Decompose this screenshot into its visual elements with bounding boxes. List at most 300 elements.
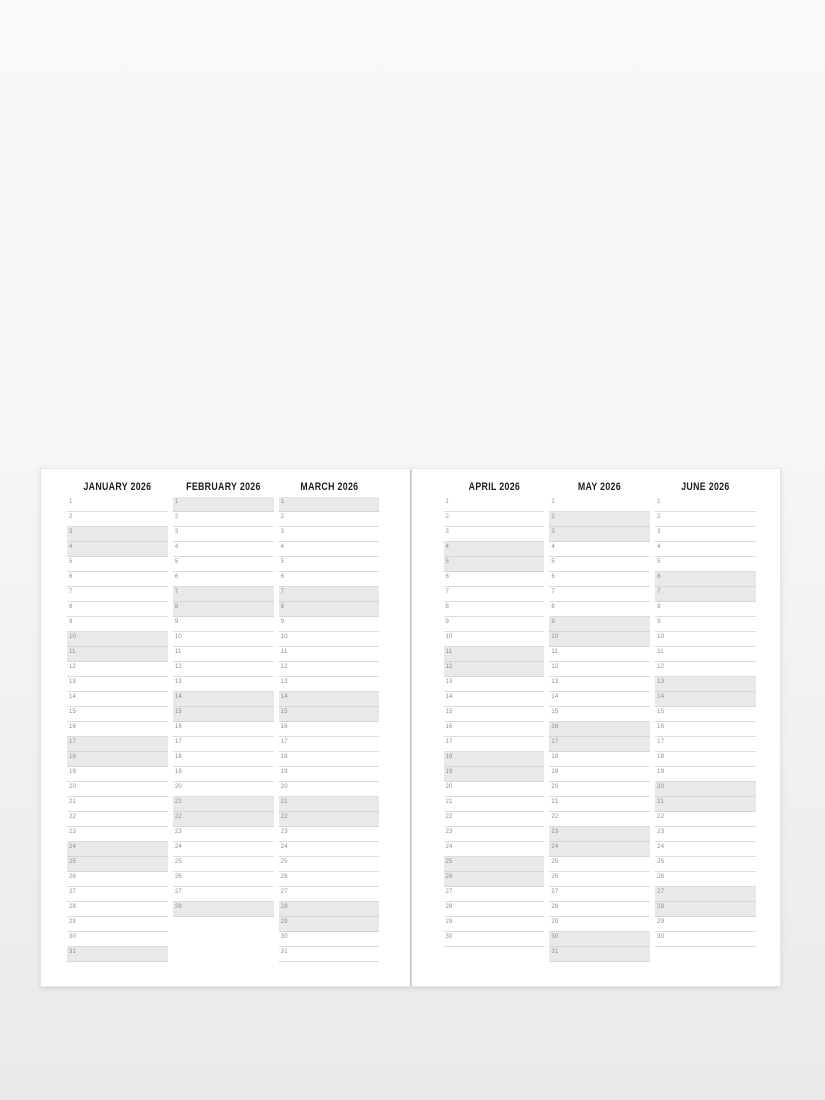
day-number: 6 [69, 574, 73, 580]
day-number: 22 [657, 814, 665, 820]
day-number: 23 [69, 829, 77, 835]
day-row [444, 917, 545, 932]
day-number: 1 [445, 499, 450, 505]
day-row [279, 812, 380, 827]
day-row [67, 947, 168, 962]
day-number: 31 [551, 949, 559, 955]
day-row [279, 512, 380, 527]
day-number: 16 [551, 724, 559, 730]
day-row [173, 632, 274, 647]
day-number: 28 [445, 904, 453, 910]
day-number: 19 [657, 769, 665, 775]
day-row [549, 752, 650, 767]
page-left [41, 469, 411, 986]
day-number: 5 [551, 559, 555, 565]
day-row [655, 512, 756, 527]
day-number: 15 [657, 709, 665, 715]
day-row [655, 812, 756, 827]
month-column-february-2026 [173, 482, 274, 962]
day-number: 17 [280, 739, 288, 745]
month-column-may-2026 [549, 482, 650, 962]
day-number: 8 [551, 604, 555, 610]
day-row [444, 572, 545, 587]
day-row [549, 797, 650, 812]
day-number: 10 [280, 634, 288, 640]
day-row [67, 917, 168, 932]
day-number: 27 [657, 889, 665, 895]
day-number: 20 [280, 784, 288, 790]
day-number: 1 [280, 499, 285, 505]
day-row [67, 632, 168, 647]
day-row [279, 677, 380, 692]
day-number: 21 [551, 799, 559, 805]
day-row [279, 497, 380, 512]
day-row [279, 797, 380, 812]
day-row [444, 542, 545, 557]
day-number: 12 [69, 664, 77, 670]
day-row [655, 722, 756, 737]
day-number: 17 [445, 739, 453, 745]
day-number: 29 [69, 919, 77, 925]
day-number: 19 [551, 769, 559, 775]
day-number: 4 [445, 544, 450, 550]
day-row [173, 647, 274, 662]
day-row [279, 947, 380, 962]
day-number: 2 [174, 514, 179, 520]
day-row [173, 527, 274, 542]
day-number: 6 [445, 574, 450, 580]
day-number: 11 [69, 649, 76, 655]
day-row [279, 932, 380, 947]
day-number: 4 [551, 544, 555, 550]
day-number: 25 [445, 859, 453, 865]
day-row [655, 797, 756, 812]
day-number: 16 [174, 724, 182, 730]
day-row [444, 557, 545, 572]
day-number: 30 [657, 934, 665, 940]
day-row [444, 827, 545, 842]
day-row [444, 662, 545, 677]
day-number: 7 [174, 589, 179, 595]
day-row [444, 707, 545, 722]
day-row [279, 842, 380, 857]
day-number: 19 [69, 769, 77, 775]
day-row [655, 647, 756, 662]
day-number: 30 [445, 934, 453, 940]
day-number: 3 [551, 529, 555, 535]
day-row [279, 647, 380, 662]
day-row [279, 587, 380, 602]
day-number: 24 [280, 844, 288, 850]
day-row [549, 602, 650, 617]
month-title: JANUARY 2026 [83, 481, 152, 493]
day-number: 5 [445, 559, 450, 565]
day-row [444, 647, 545, 662]
day-row [549, 647, 650, 662]
day-number: 9 [445, 619, 450, 625]
day-number: 2 [69, 514, 73, 520]
day-number: 22 [551, 814, 559, 820]
day-number: 14 [174, 694, 182, 700]
day-number: 13 [280, 679, 288, 685]
day-number: 26 [69, 874, 77, 880]
day-number: 14 [445, 694, 453, 700]
month-column-march-2026 [279, 482, 380, 962]
day-number: 8 [174, 604, 179, 610]
day-number: 9 [69, 619, 73, 625]
day-row [655, 737, 756, 752]
day-row [549, 812, 650, 827]
day-number: 5 [280, 559, 285, 565]
day-number: 11 [657, 649, 664, 655]
day-number: 4 [280, 544, 285, 550]
day-row [549, 947, 650, 962]
day-number: 30 [551, 934, 559, 940]
day-row [655, 902, 756, 917]
month-title: MAY 2026 [578, 481, 622, 493]
day-number: 10 [657, 634, 665, 640]
month-column-april-2026 [444, 482, 545, 962]
day-row [67, 617, 168, 632]
day-number: 10 [69, 634, 77, 640]
day-row [549, 737, 650, 752]
day-number: 27 [174, 889, 182, 895]
day-row [655, 677, 756, 692]
day-row [549, 827, 650, 842]
day-number: 1 [551, 499, 555, 505]
day-number: 25 [174, 859, 182, 865]
day-row [173, 707, 274, 722]
day-number: 20 [657, 784, 665, 790]
day-number: 15 [445, 709, 453, 715]
day-number: 20 [445, 784, 453, 790]
day-number: 25 [657, 859, 665, 865]
day-row [549, 782, 650, 797]
day-number: 26 [280, 874, 288, 880]
day-row [655, 692, 756, 707]
day-row [549, 662, 650, 677]
day-number: 2 [657, 514, 661, 520]
day-number: 6 [657, 574, 661, 580]
day-row [173, 902, 274, 917]
day-row [173, 737, 274, 752]
day-row [655, 842, 756, 857]
day-row [279, 692, 380, 707]
day-number: 26 [551, 874, 559, 880]
day-number: 7 [445, 589, 450, 595]
day-row [655, 542, 756, 557]
day-number: 26 [657, 874, 665, 880]
day-row [549, 887, 650, 902]
day-row [279, 782, 380, 797]
day-row [279, 602, 380, 617]
day-number: 22 [174, 814, 182, 820]
day-number: 4 [174, 544, 179, 550]
day-row [67, 572, 168, 587]
day-row [173, 797, 274, 812]
day-number: 24 [69, 844, 77, 850]
day-number: 11 [551, 649, 558, 655]
day-number: 21 [657, 799, 665, 805]
day-row [67, 647, 168, 662]
day-row [67, 827, 168, 842]
right-page-columns [444, 482, 757, 962]
day-row [655, 782, 756, 797]
day-row [279, 767, 380, 782]
day-row [173, 602, 274, 617]
day-row [655, 917, 756, 932]
day-number: 21 [69, 799, 77, 805]
day-row [549, 902, 650, 917]
day-row [67, 737, 168, 752]
day-row [67, 527, 168, 542]
day-number: 5 [174, 559, 179, 565]
day-row [67, 497, 168, 512]
day-number: 1 [174, 499, 179, 505]
day-number: 4 [657, 544, 661, 550]
day-number: 25 [280, 859, 288, 865]
day-row [279, 632, 380, 647]
day-number: 29 [445, 919, 453, 925]
day-row [444, 737, 545, 752]
day-row [67, 767, 168, 782]
day-row [67, 542, 168, 557]
month-title: JUNE 2026 [681, 481, 730, 493]
day-row [444, 782, 545, 797]
month-column-january-2026 [67, 482, 168, 962]
day-number: 15 [174, 709, 182, 715]
day-number: 6 [174, 574, 179, 580]
day-row [444, 602, 545, 617]
day-row [549, 632, 650, 647]
day-number: 27 [551, 889, 559, 895]
day-number: 27 [280, 889, 288, 895]
day-row [279, 887, 380, 902]
day-row [67, 602, 168, 617]
day-number: 14 [657, 694, 665, 700]
day-number: 23 [174, 829, 182, 835]
day-number: 30 [280, 934, 288, 940]
day-number: 31 [69, 949, 77, 955]
day-row [444, 512, 545, 527]
day-row [549, 587, 650, 602]
day-row [655, 707, 756, 722]
day-row [444, 857, 545, 872]
day-row [655, 527, 756, 542]
day-row [279, 662, 380, 677]
day-number: 17 [551, 739, 559, 745]
day-number: 7 [69, 589, 73, 595]
day-number: 23 [551, 829, 559, 835]
day-row [549, 542, 650, 557]
day-number: 15 [280, 709, 288, 715]
day-row [655, 632, 756, 647]
day-number: 9 [657, 619, 661, 625]
day-row [279, 827, 380, 842]
day-row [549, 932, 650, 947]
day-number: 9 [551, 619, 555, 625]
day-number: 25 [69, 859, 77, 865]
day-row [655, 617, 756, 632]
day-row [444, 632, 545, 647]
day-number: 1 [69, 499, 73, 505]
day-number: 18 [657, 754, 665, 760]
month-title: APRIL 2026 [468, 481, 520, 493]
day-row [279, 857, 380, 872]
day-row [655, 857, 756, 872]
day-row [173, 497, 274, 512]
day-number: 17 [657, 739, 665, 745]
day-row [549, 872, 650, 887]
month-column-june-2026 [655, 482, 756, 962]
day-row [655, 932, 756, 947]
day-number: 14 [280, 694, 288, 700]
day-row [173, 782, 274, 797]
day-row [279, 902, 380, 917]
day-number: 31 [280, 949, 288, 955]
day-number: 3 [69, 529, 73, 535]
day-number: 27 [445, 889, 453, 895]
day-number: 22 [280, 814, 288, 820]
day-row [279, 557, 380, 572]
day-row [67, 812, 168, 827]
day-row [173, 692, 274, 707]
day-row [67, 797, 168, 812]
day-row [549, 917, 650, 932]
day-number: 13 [445, 679, 453, 685]
day-number: 17 [69, 739, 77, 745]
day-number: 13 [69, 679, 77, 685]
day-row [67, 722, 168, 737]
diary-spread [40, 468, 781, 987]
day-number: 23 [445, 829, 453, 835]
day-number: 28 [280, 904, 288, 910]
day-number: 22 [445, 814, 453, 820]
day-row [67, 752, 168, 767]
left-page-columns [67, 482, 380, 962]
day-row [444, 797, 545, 812]
day-number: 5 [657, 559, 661, 565]
day-row [444, 617, 545, 632]
day-row [67, 872, 168, 887]
day-row [67, 707, 168, 722]
day-number: 29 [280, 919, 288, 925]
day-row [444, 902, 545, 917]
day-number: 21 [280, 799, 288, 805]
day-number: 14 [551, 694, 559, 700]
day-number: 2 [445, 514, 450, 520]
day-row [444, 677, 545, 692]
day-row [173, 812, 274, 827]
day-number: 20 [174, 784, 182, 790]
day-number: 24 [657, 844, 665, 850]
day-number: 13 [657, 679, 665, 685]
day-row [655, 767, 756, 782]
day-row [549, 677, 650, 692]
day-number: 26 [174, 874, 182, 880]
day-number: 11 [174, 649, 182, 655]
day-row [549, 617, 650, 632]
day-number: 14 [69, 694, 77, 700]
day-number: 12 [280, 664, 288, 670]
day-number: 18 [551, 754, 559, 760]
day-row [173, 662, 274, 677]
day-number: 5 [69, 559, 73, 565]
month-title: MARCH 2026 [300, 481, 359, 493]
day-number: 18 [445, 754, 453, 760]
day-row [444, 812, 545, 827]
day-row [173, 677, 274, 692]
day-row [549, 767, 650, 782]
day-row [173, 542, 274, 557]
day-number: 6 [280, 574, 285, 580]
day-row [655, 872, 756, 887]
day-number: 11 [280, 649, 288, 655]
day-row [279, 527, 380, 542]
day-number: 3 [657, 529, 661, 535]
day-row [444, 767, 545, 782]
day-row [655, 662, 756, 677]
day-number: 30 [69, 934, 77, 940]
day-number: 7 [280, 589, 285, 595]
day-number: 3 [280, 529, 285, 535]
day-number: 29 [657, 919, 665, 925]
day-number: 10 [445, 634, 453, 640]
day-number: 17 [174, 739, 182, 745]
day-number: 15 [69, 709, 77, 715]
day-number: 13 [174, 679, 182, 685]
day-row [173, 572, 274, 587]
day-row [655, 497, 756, 512]
day-number: 16 [445, 724, 453, 730]
day-number: 18 [174, 754, 182, 760]
day-number: 24 [445, 844, 453, 850]
day-number: 8 [657, 604, 661, 610]
day-row [67, 587, 168, 602]
month-title: FEBRUARY 2026 [185, 481, 261, 493]
day-number: 15 [551, 709, 559, 715]
day-row [279, 917, 380, 932]
day-row [67, 677, 168, 692]
day-row [67, 857, 168, 872]
day-row [444, 692, 545, 707]
day-row [549, 512, 650, 527]
day-number: 8 [69, 604, 73, 610]
day-row [444, 872, 545, 887]
day-number: 28 [174, 904, 182, 910]
day-row [279, 572, 380, 587]
day-row [444, 752, 545, 767]
day-row [67, 512, 168, 527]
day-number: 12 [551, 664, 559, 670]
day-number: 2 [280, 514, 285, 520]
day-row [67, 692, 168, 707]
day-row [655, 887, 756, 902]
page-right [411, 469, 781, 986]
day-row [655, 827, 756, 842]
day-number: 10 [174, 634, 182, 640]
day-row [173, 557, 274, 572]
day-number: 20 [69, 784, 77, 790]
day-row [444, 587, 545, 602]
day-number: 4 [69, 544, 73, 550]
day-row [67, 557, 168, 572]
day-number: 12 [445, 664, 453, 670]
day-row [549, 572, 650, 587]
day-row [549, 842, 650, 857]
day-number: 16 [69, 724, 77, 730]
day-row [173, 587, 274, 602]
